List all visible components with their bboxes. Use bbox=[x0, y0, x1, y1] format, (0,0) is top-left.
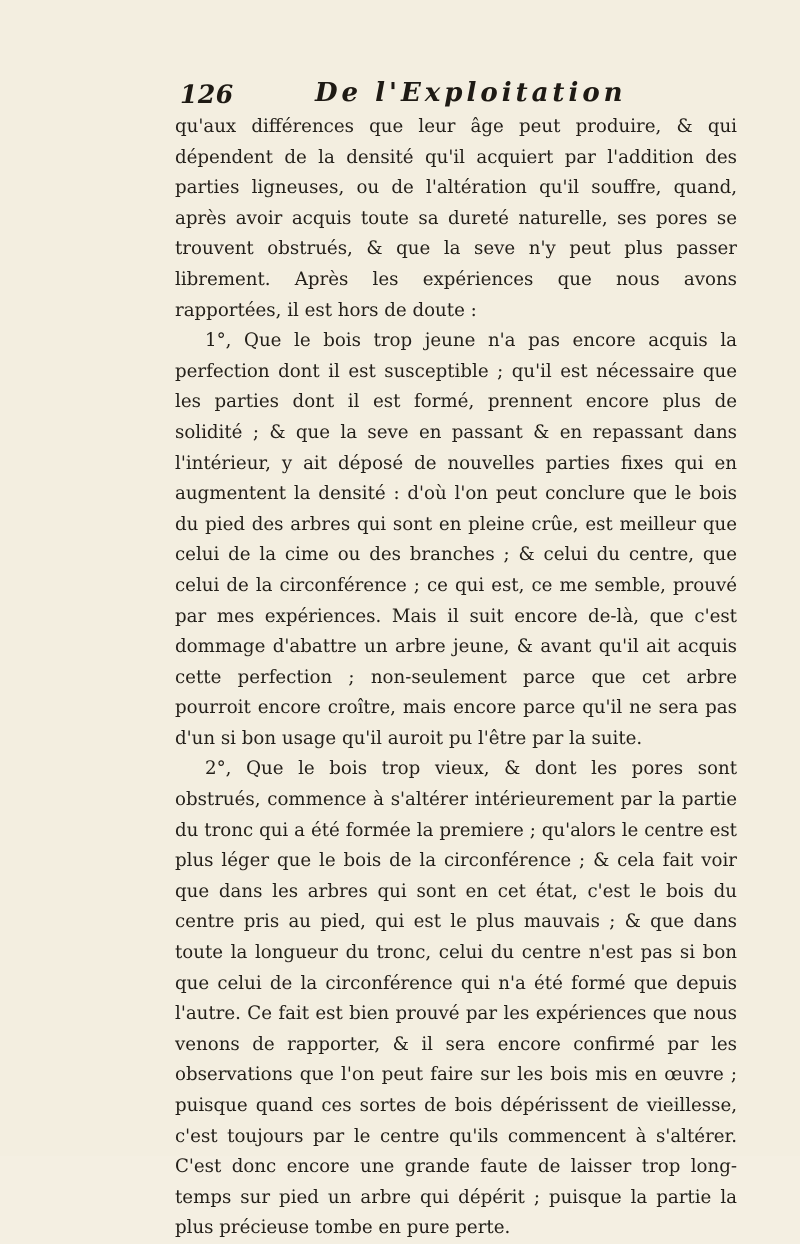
running-head: De l'Exploitation bbox=[315, 78, 627, 108]
paragraph-point-1: 1°, Que le bois trop jeune n'a pas encore acquis la perfection dont il est susceptible ; qu'il est nécessaire que les parties dont il est formé, prennent encore plus de solidité ; & que la seve en passant & en repassant dans l'intérieur, y ait déposé de nouvelles parties fixes qui en augmentent la densité : d'où l'on peut conclure que le bois du pied des arbres qui sont en pleine crûe, est meilleur que celui de la cime ou des branches ; & celui du centre, que celui de la circonférence ; ce qui est, ce me semble, prouvé par mes expériences. Mais il suit encore de-là, que c'est dommage d'abattre un arbre jeune, & avant qu'il ait acquis cette perfection ; non-seulement parce que cet arbre pourroit encore croître, mais encore parce qu'il ne sera pas d'un si bon usage qu'il auroit pu l'être par la suite. bbox=[175, 330, 737, 749]
paragraph-point-2: 2°, Que le bois trop vieux, & dont les pores sont obstrués, commence à s'altérer intérieurement par la partie du tronc qui a été formée la premiere ; qu'alors le centre est plus léger que le bois de la circonférence ; & cela fait voir que dans les arbres qui sont en cet état, c'est le bois du centre pris au pied, qui est le plus mauvais ; & que dans toute la longueur du tronc, celui du centre n'est pas si bon que celui de la circonférence qui n'a été formé que depuis l'autre. Ce fait est bien prouvé par les expériences que nous venons de rapporter, & il sera encore confirmé par les observations que l'on peut faire sur les bois mis en œuvre ; puisque quand ces sortes de bois dépérissent de vieillesse, c'est toujours par le centre qu'ils commencent à s'altérer. C'est donc encore une grande faute de laisser trop long-temps sur pied un arbre qui dépérit ; puisque la partie la plus précieuse tombe en pure perte. bbox=[175, 758, 737, 1239]
paragraph-continuation: qu'aux différences que leur âge peut produire, & qui dépendent de la densité qu'il acquiert par l'addition des parties ligneuses, ou de l'altération qu'il souffre, quand, après avoir acquis toute sa dureté naturelle, ses pores se trouvent obstrués, & que la seve n'y peut plus passer librement. Après les expériences que nous avons rapportées, il est hors de doute : bbox=[175, 116, 737, 321]
page-number: 126 bbox=[180, 80, 234, 109]
body-text bbox=[175, 112, 737, 1244]
